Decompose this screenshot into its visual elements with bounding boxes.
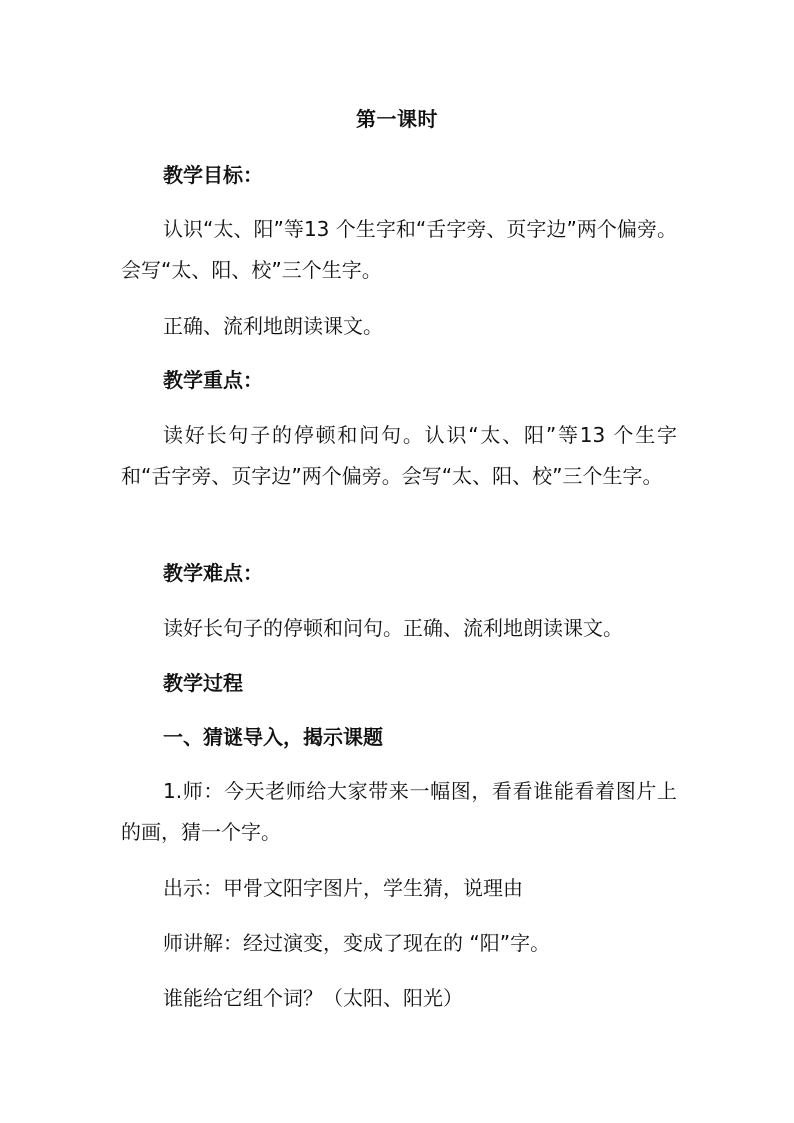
paragraph-focus-text: 读好长句子的停顿和问句。认识“太、阳”等13 个生字和“舌字旁、页字边”两个偏旁。会写“太、阳、校”三个生字。	[121, 423, 677, 488]
heading-teaching-focus: 教学重点：	[163, 368, 263, 392]
paragraph-reading-goal: 正确、流利地朗读课文。	[163, 314, 383, 338]
paragraph-teacher-intro: 1.师：今天老师给大家带来一幅图，看看谁能看着图片上的画，猜一个字。	[121, 779, 677, 844]
paragraph-objectives-text: 认识“太、阳”等13 个生字和“舌字旁、页字边”两个偏旁。会写“太、阳、校”三个生字。	[121, 217, 677, 282]
heading-teaching-difficulty: 教学难点：	[163, 561, 263, 585]
paragraph-show-image: 出示：甲骨文阳字图片，学生猜，说理由	[163, 876, 523, 900]
page-title: 第一课时	[356, 107, 438, 131]
heading-section-one: 一、猜谜导入，揭示课题	[163, 725, 383, 749]
heading-teaching-process: 教学过程	[163, 671, 243, 695]
paragraph-word-question: 谁能给它组个词？（太阳、阳光）	[163, 986, 463, 1010]
paragraph-teacher-explain: 师讲解：经过演变，变成了现在的 “阳”字。	[163, 931, 551, 955]
paragraph-difficulty-text: 读好长句子的停顿和问句。正确、流利地朗读课文。	[163, 616, 623, 640]
heading-teaching-objectives: 教学目标：	[163, 163, 263, 187]
